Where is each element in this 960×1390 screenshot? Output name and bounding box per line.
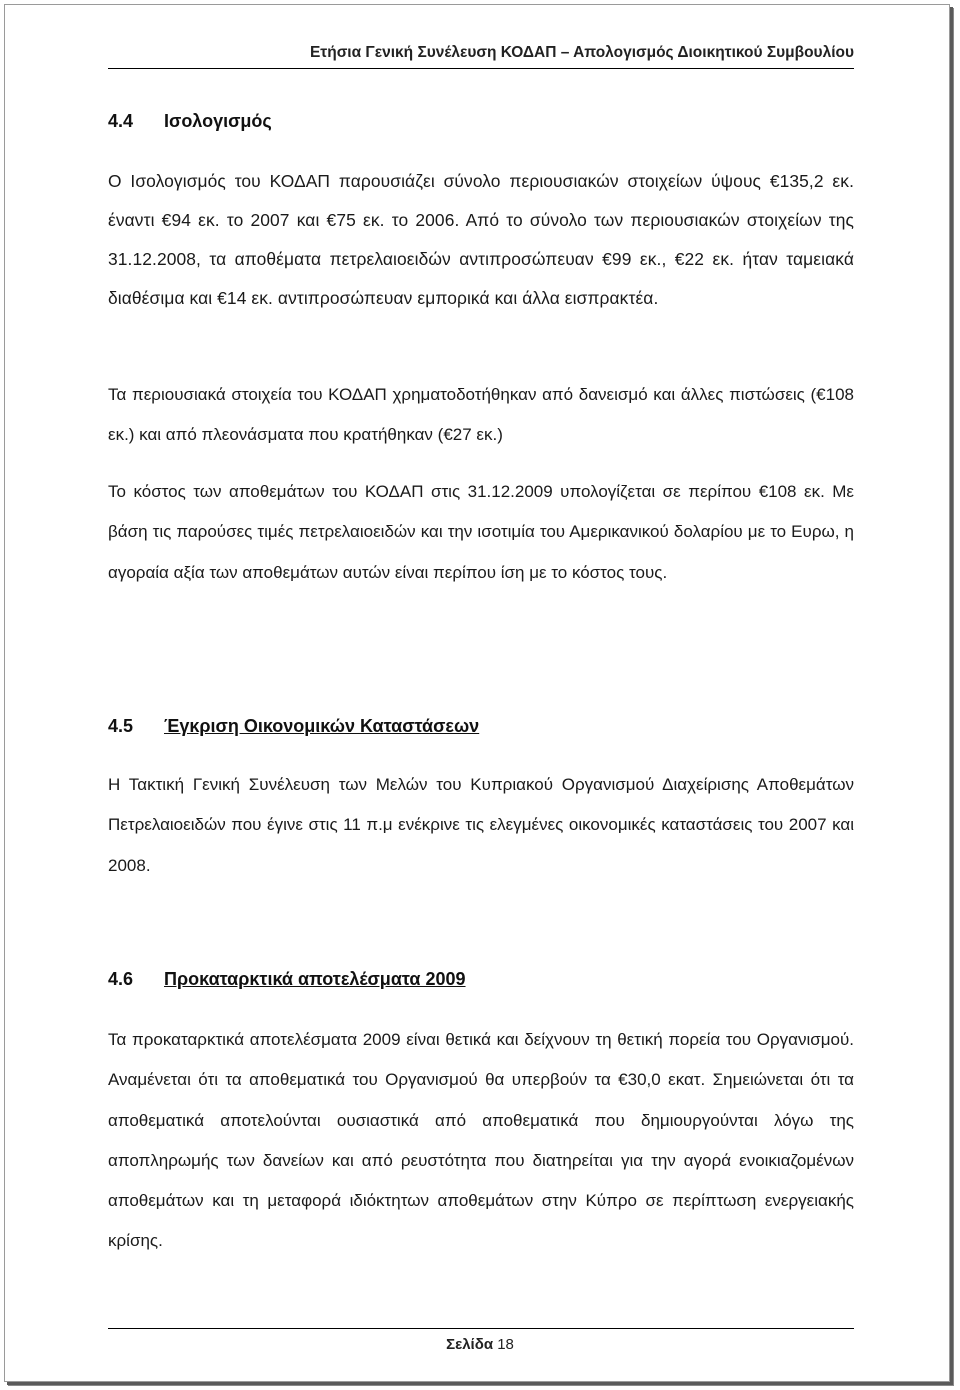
page-number: 18 xyxy=(497,1336,514,1353)
section-number: 4.6 xyxy=(108,969,134,989)
section-number: 4.4 xyxy=(108,111,134,131)
section-title: Ισολογισμός xyxy=(164,111,272,131)
paragraph-balance-sheet-totals: Ο Ισολογισμός του ΚΟΔΑΠ παρουσιάζει σύνολο περιουσιακών στοιχείων ύψους €135,2 εκ. έναντι €94 εκ. το 2007 και €75 εκ. το 2006. Από το σύνολο των περιουσιακών στοιχείων της 31.12.2008, τα αποθέματα πετρελαιοειδών αντιπροσώπευαν €99 εκ., €22 εκ. ήταν ταμειακά διαθέσιμα και €14 εκ. αντιπροσώπευαν εμπορικά και άλλα εισπρακτέα. xyxy=(108,171,854,308)
paragraph-funding: Τα περιουσιακά στοιχεία του ΚΟΔΑΠ χρηματοδοτήθηκαν από δανεισμό και άλλες πιστώσεις (€108 εκ.) και από πλεονάσματα που κρατήθηκαν (€27 εκ.) xyxy=(108,385,854,445)
paragraph-approval: Η Τακτική Γενική Συνέλευση των Μελών του Κυπριακού Οργανισμού Διαχείρισης Αποθεμάτων Πετρελαιοειδών που έγινε στις 11 π.μ ενέκρινε τις ελεγμένες οικονομικές καταστάσεις του 2007 και 2008. xyxy=(108,775,854,875)
header-title: Ετήσια Γενική Συνέλευση ΚΟΔΑΠ – Απολογισμός Διοικητικού Συμβουλίου xyxy=(309,44,854,61)
paragraph-preliminary-results: Τα προκαταρκτικά αποτελέσματα 2009 είναι θετικά και δείχνουν τη θετική πορεία του Οργανισμού. Αναμένεται ότι τα αποθεματικά του Οργανισμού θα υπερβούν τα €30,0 εκατ. Σημειώνεται ότι τα αποθεματικά αποτελούνται ουσιαστικά από αποθεματικά που δημιουργούνται λόγω της αποπληρωμής των δανείων και από ρευστότητα που διατηρείται για την αγορά ενοικιαζομένων αποθεμάτων και τη μεταφορά ιδιόκτητων αποθεμάτων στην Κύπρο σε περίπτωση ενεργειακής κρίσης. xyxy=(108,1030,854,1251)
page-label: Σελίδα xyxy=(446,1336,494,1353)
section-title: Προκαταρκτικά αποτελέσματα 2009 xyxy=(164,969,466,989)
page-footer xyxy=(0,1336,960,1353)
paragraph-inventory-cost: Το κόστος των αποθεμάτων του ΚΟΔΑΠ στις 31.12.2009 υπολογίζεται σε περίπου €108 εκ. Με βάση τις παρούσες τιμές πετρελαιοειδών και την ισοτιμία του Αμερικανικού δολαρίου με το Ευρω, η αγοραία αξία των αποθεμάτων αυτών είναι περίπου ίση με το κόστος τους. xyxy=(108,482,854,582)
section-heading-4-4 xyxy=(108,111,272,132)
section-heading-4-6 xyxy=(108,969,466,990)
footer-rule xyxy=(108,1328,854,1329)
section-number: 4.5 xyxy=(108,716,134,736)
section-heading-4-5 xyxy=(108,716,479,737)
section-title: Έγκριση Οικονομικών Καταστάσεων xyxy=(164,716,480,736)
running-header xyxy=(108,44,854,69)
